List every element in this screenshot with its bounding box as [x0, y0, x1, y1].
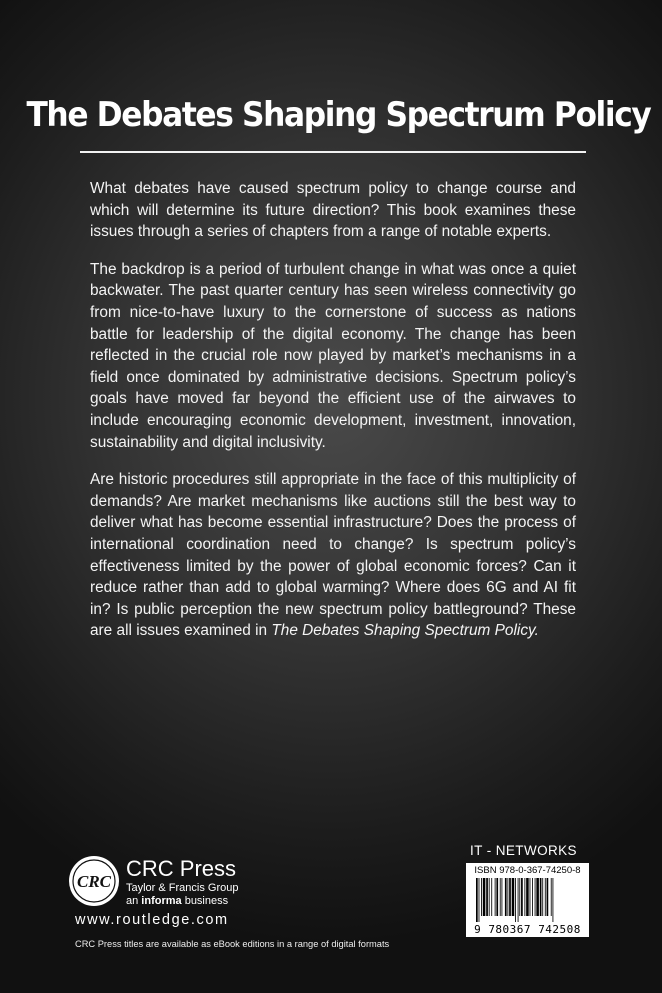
barcode-bar: [551, 878, 552, 916]
barcode-bar: [519, 878, 520, 916]
crc-press-logo: [68, 855, 120, 907]
barcode-bar: [476, 878, 478, 922]
isbn-barcode: [466, 863, 589, 937]
barcode-bar: [500, 878, 501, 916]
barcode-bar: [535, 878, 536, 916]
barcode-right-digits: 742508: [538, 923, 581, 936]
barcode-bar: [486, 878, 488, 916]
barcode-bar: [536, 878, 539, 916]
barcode-bar: [505, 878, 507, 916]
barcode-bar: [507, 878, 508, 916]
barcode-bar: [496, 878, 498, 916]
publisher-website: www.routledge.com: [75, 912, 229, 928]
isbn-label: ISBN 978-0-367-74250-8: [474, 865, 581, 876]
informa-brand: informa: [141, 895, 182, 907]
book-title: The Debates Shaping Spectrum Policy: [26, 95, 651, 135]
publisher-name: CRC Press: [126, 856, 237, 881]
barcode-bar: [481, 878, 482, 916]
barcode-bar: [515, 878, 516, 922]
barcode-bar: [542, 878, 543, 916]
barcode-bar: [479, 878, 480, 922]
blurb: [90, 178, 576, 658]
subject-category: IT - NETWORKS: [470, 843, 577, 858]
barcode-bar: [495, 878, 496, 916]
barcode-bar: [526, 878, 529, 916]
barcode-bar: [489, 878, 490, 916]
business-suffix: business: [181, 895, 229, 907]
barcode-bar: [491, 878, 492, 916]
barcode-bar: [540, 878, 542, 916]
blurb-paragraph-2: The backdrop is a period of turbulent change in what was once a quiet backwater. The past quarter century has seen wireless connectivity go from nice-to-have luxury to the cornerstone of success as nations battle for leadership of the digital economy. The change has been reflected in the crucial role now played by market’s mechanisms in a field once dominated by administrative decisions. Spectrum policy’s goals have moved far beyond the efficient use of the airwaves to include encouraging economic development, investment, innovation, sustainability and digital inclusivity.: [90, 260, 576, 451]
publisher-business-line: [126, 895, 228, 908]
barcode-digits: [466, 923, 589, 936]
barcode-first-digit: 9: [474, 923, 482, 936]
blurb-paragraph-3: [90, 469, 576, 642]
blurb-book-title-italic: The Debates Shaping Spectrum Policy.: [271, 622, 539, 640]
barcode-bar: [521, 878, 523, 916]
barcode-bar: [483, 878, 486, 916]
barcode-bars: [474, 878, 581, 924]
blurb-paragraph-3-text: Are historic procedures still appropriate in the face of this multiplicity of demands? Are market mechanisms like auctions still the best way to deliver what has become essential infrastructure? Does the process of international coordination need to change? Is spectrum policy’s effectiveness limited by the power of global economic forces? Can it reduce rather than add to global warming? Where does 6G and AI fit in? Is public perception the new spectrum policy battleground? These are all issues examined in: [90, 471, 576, 640]
ebook-footnote: CRC Press titles are available as eBook editions in a range of digital formats: [75, 939, 390, 949]
barcode-bar: [553, 878, 554, 922]
barcode-bar: [524, 878, 525, 916]
barcode-bar: [509, 878, 511, 916]
crc-logo-text: CRC: [76, 872, 112, 891]
title-divider: [80, 151, 586, 153]
blurb-paragraph-1: What debates have caused spectrum policy to change course and which will determine its future direction? This book examines these issues through a series of chapters from a range of notable experts.: [90, 180, 576, 241]
barcode-bar: [545, 878, 546, 916]
barcode-left-digits: 780367: [488, 923, 532, 936]
publisher-group: Taylor & Francis Group: [126, 882, 239, 894]
barcode-bar: [547, 878, 549, 916]
barcode-bar: [518, 878, 519, 922]
barcode-bar: [530, 878, 531, 916]
publisher-block: [68, 855, 268, 917]
business-prefix: an: [126, 895, 142, 907]
barcode-bar: [512, 878, 515, 916]
barcode-bar: [532, 878, 533, 916]
barcode-bar: [502, 878, 503, 916]
